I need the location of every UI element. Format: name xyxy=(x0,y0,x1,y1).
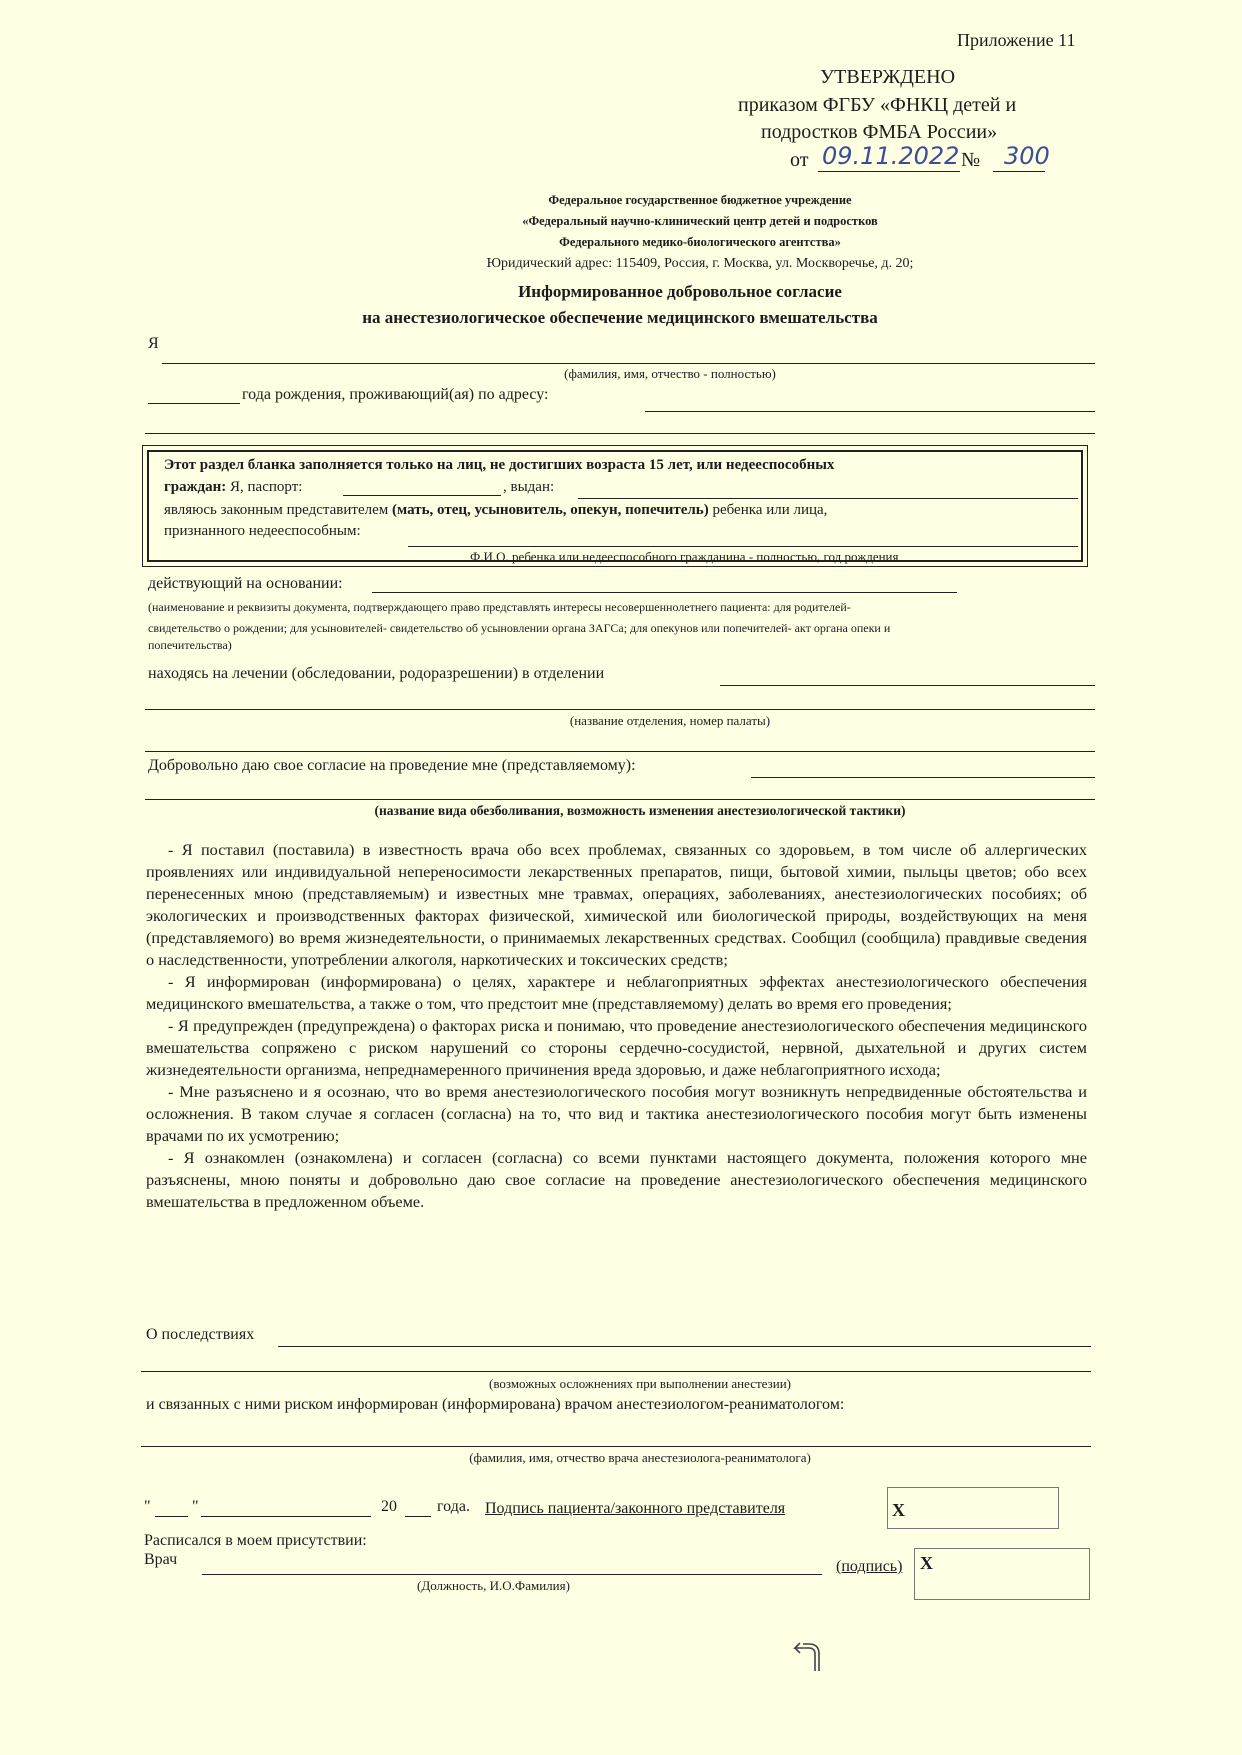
fio-input-line[interactable] xyxy=(162,363,1095,364)
approved-label: УТВЕРЖДЕНО xyxy=(820,66,956,88)
year-input-line[interactable] xyxy=(405,1516,431,1517)
position-caption: (Должность, И.О.Фамилия) xyxy=(417,1578,570,1593)
order-line1: приказом ФГБУ «ФНКЦ детей и xyxy=(738,94,1017,116)
institution-line2: «Федеральный научно-клинический центр детей и подростков xyxy=(522,214,878,228)
patient-signature-box[interactable] xyxy=(887,1487,1059,1529)
paragraph: - Я информирован (информирована) о целях, характере и неблагоприятных эффектах анестезиологического обеспечения медицинского вмешательства, а также о том, что предстоит мне (представляемому) делать во время его проведения; xyxy=(146,972,1087,1013)
institution-line3: Федерального медико-биологического агентства» xyxy=(559,235,841,249)
issued-label: , выдан: xyxy=(503,479,555,495)
address-line2[interactable] xyxy=(145,433,1095,434)
document-title-line1: Информированное добровольное согласие xyxy=(518,282,842,301)
doctor-sign-mark: X xyxy=(920,1553,933,1573)
department-input-line1[interactable] xyxy=(720,685,1095,686)
return-arrow-icon[interactable] xyxy=(785,1640,827,1674)
month-input-line[interactable] xyxy=(201,1516,371,1517)
quote-close: " xyxy=(192,1498,199,1515)
issued-input-line[interactable] xyxy=(578,498,1078,499)
institution-line1: Федеральное государственное бюджетное учреждение xyxy=(548,193,852,207)
number-label: № xyxy=(961,149,981,171)
doctor-signature-box[interactable] xyxy=(914,1548,1090,1600)
department-input-line3[interactable] xyxy=(145,751,1095,752)
doctor-position-input-line[interactable] xyxy=(202,1574,822,1575)
box-line4: признанного недееспособным: xyxy=(164,523,361,539)
quote-open: " xyxy=(144,1498,151,1515)
appendix-label: Приложение 11 xyxy=(957,30,1076,50)
informed-label: и связанных с ними риском информирован (информирована) врачом анестезиологом-реаниматологом: xyxy=(146,1396,845,1413)
from-label: от xyxy=(790,149,809,171)
anesthesia-input-line2[interactable] xyxy=(145,799,1095,800)
doctor-input-line[interactable] xyxy=(141,1446,1091,1447)
acting-label: действующий на основании: xyxy=(148,575,343,592)
i-label: Я xyxy=(148,335,159,352)
doctor-caption: (фамилия, имя, отчество врача анестезиолога-реаниматолога) xyxy=(469,1450,811,1465)
patient-sign-label: Подпись пациента/законного представителя xyxy=(485,1500,786,1517)
consequences-input-line2[interactable] xyxy=(141,1371,1091,1372)
patient-sign-mark: X xyxy=(892,1500,905,1520)
child-fio-input-line[interactable] xyxy=(408,546,1078,547)
doctor-label: Врач xyxy=(144,1551,178,1568)
consequences-input-line1[interactable] xyxy=(278,1346,1091,1347)
fio-caption: (фамилия, имя, отчество - полностью) xyxy=(564,366,776,381)
paragraph: - Я ознакомлен (ознакомлена) и согласен (согласна) со всеми пунктами настоящего документа, положения которого мне разъяснены, мною поняты и добровольно даю свое согласие на проведение анестезиологического обеспечения медицинского вмешательства в предложенном объеме. xyxy=(146,1148,1087,1211)
date-field-line[interactable] xyxy=(818,171,960,172)
consequences-caption: (возможных осложнениях при выполнении анестезии) xyxy=(488,1376,791,1391)
acting-input-line[interactable] xyxy=(372,592,957,593)
consent-text xyxy=(146,839,1087,1213)
paragraph: - Я предупрежден (предупреждена) о факторах риска и понимаю, что проведение анестезиологического обеспечения медицинского вмешательства сопряжено с риском нарушений со стороны сердечно-сосудистой, нервной, дыхательной и других систем жизнедеятельности организма, непреднамеренного причинения вреда здоровью, и даже неблагоприятного исхода; xyxy=(146,1016,1087,1079)
handwritten-date: 09.11.2022 xyxy=(822,142,960,170)
box-line2: граждан: Я, паспорт: xyxy=(164,479,303,495)
anesthesia-caption: (название вида обезболивания, возможность изменения анестезиологической тактики) xyxy=(374,803,906,818)
acting-caption3: попечительства) xyxy=(148,638,232,652)
passport-input-line[interactable] xyxy=(343,495,501,496)
consequences-label: О последствиях xyxy=(146,1326,255,1343)
number-field-line[interactable] xyxy=(993,171,1045,172)
department-input-line2[interactable] xyxy=(145,709,1095,710)
box-line3: являюсь законным представителем (мать, отец, усыновитель, опекун, попечитель) ребенка или лица, xyxy=(164,502,828,518)
acting-caption2: свидетельство о рождении; для усыновителей- свидетельство об усыновлении органа ЗАГСа; для опекунов или попечителей- акт органа опеки и xyxy=(148,621,891,635)
handwritten-number: 300 xyxy=(1004,142,1050,170)
birth-year-line[interactable] xyxy=(148,403,240,404)
witnessed-label: Расписался в моем присутствии: xyxy=(144,1532,367,1549)
paragraph: - Я поставил (поставила) в известность врача обо всех проблемах, связанных со здоровьем, в том числе об аллергических проявлениях или индивидуальной непереносимости лекарственных препаратов, пищи, бытовой химии, пыльцы цветов; обо всех перенесенных мною (представляемым) и известных мне травмах, операциях, заболеваниях, анестезиологических пособиях; об экологических и производственных факторах физической, химической или биологической природы, воздействующих на меня (представляемого) во время жизнедеятельности, о принимаемых лекарственных средствах. Сообщил (сообщила) правдивые сведения о наследственности, употреблении алкоголя, наркотических и токсических средств; xyxy=(146,840,1087,969)
box-line1: Этот раздел бланка заполняется только на лиц, не достигших возраста 15 лет, или недееспособных xyxy=(164,457,835,473)
day-input-line[interactable] xyxy=(155,1516,188,1517)
consent-label: Добровольно даю свое согласие на проведение мне (представляемому): xyxy=(148,757,636,774)
acting-caption1: (наименование и реквизиты документа, подтверждающего право представлять интересы несовершеннолетнего пациента: для родителей- xyxy=(148,600,851,614)
address-line1[interactable] xyxy=(645,411,1095,412)
sign-label: (подпись) xyxy=(836,1558,903,1575)
document-title-line2: на анестезиологическое обеспечение медицинского вмешательства xyxy=(362,308,878,327)
order-line2: подростков ФМБА России» xyxy=(761,121,998,143)
institution-address: Юридический адрес: 115409, Россия, г. Москва, ул. Москворечье, д. 20; xyxy=(486,256,914,271)
paragraph: - Мне разъяснено и я осознаю, что во время анестезиологического пособия могут возникнуть непредвиденные обстоятельства и осложнения. В таком случае я согласен (согласна) на то, что вид и тактика анестезиологического пособия могут быть изменены врачами по их усмотрению; xyxy=(146,1082,1087,1145)
box-caption: Ф.И.О. ребенка или недееспособного гражданина - полностью, год рождения xyxy=(470,549,899,564)
treatment-label: находясь на лечении (обследовании, родоразрешении) в отделении xyxy=(148,665,605,682)
department-caption: (название отделения, номер палаты) xyxy=(569,713,771,728)
birth-label: года рождения, проживающий(ая) по адресу: xyxy=(242,386,549,403)
year-prefix: 20 xyxy=(381,1498,397,1515)
year-suffix: года. xyxy=(437,1498,470,1515)
anesthesia-input-line1[interactable] xyxy=(751,777,1095,778)
